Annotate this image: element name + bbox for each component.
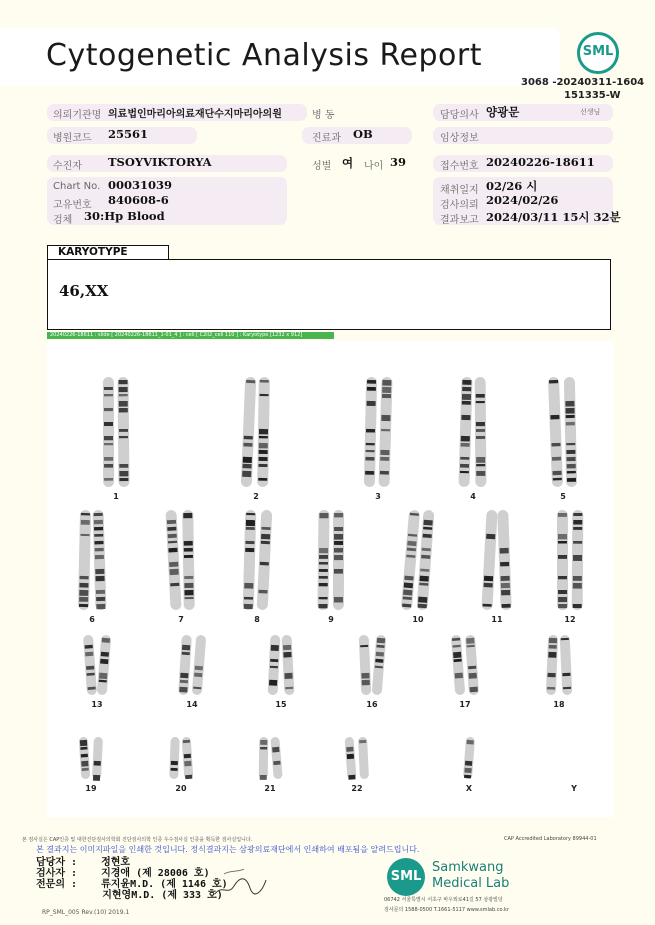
chromosome-6-2 [93,510,107,610]
chromosome-2-2 [257,377,270,487]
chromosome-8-1 [243,510,257,610]
chromosome-21-2 [270,737,282,780]
sex-label: 성별 [312,161,332,172]
clinical-info-label: 임상정보 [440,133,479,144]
chromosome-label-8: 8 [254,615,260,624]
receipt-label: 접수번호 [440,161,479,172]
slide-info-text: 20240226-18611 : slide [ 20240226-18611_1-01_4 ] : cell [ C2ii2_cell 110 ] : Karyotype [1232 x 912] [50,332,303,338]
signature-line-1: 담당자 : 정현호 [36,857,131,868]
ward-label: 병 동 [312,110,335,121]
form-code: RP_SML_005 Rev.(10) 2019.1 [42,909,130,916]
receipt-value: 20240226-18611 [486,155,595,169]
test-request-label: 검사의뢰 [440,200,479,211]
lab-name-line2: Medical Lab [432,876,510,891]
chromosome-6-1 [78,510,91,610]
signature-line-3: 전문의 : 류지윤M.D. (제 1146 호) [36,879,228,890]
chromosome-18-1 [546,635,558,695]
notice-text: 본 결과지는 이미지파일을 인쇄한 것입니다. 정식결과지는 삼광의료재단에서 인쇄하여 배포됨을 알려드립니다. [36,845,420,854]
chromosome-9-1 [317,510,329,610]
chromosome-5-2 [564,377,577,487]
chromosome-label-14: 14 [186,700,198,709]
chromosome-7-2 [182,510,195,610]
chromosome-11-2 [497,510,511,610]
lab-name-line1: Samkwang [432,860,504,875]
chromosome-17-2 [465,635,479,696]
chromosome-15-1 [268,635,281,695]
chromosome-1-1 [103,377,114,487]
chromosome-label-12: 12 [564,615,576,624]
chromosome-label-15: 15 [275,700,287,709]
chromosome-13-2 [97,635,112,696]
karyotype-result: 46,XX [59,282,109,300]
chromosome-18-2 [560,635,573,695]
age-value: 39 [390,155,407,169]
chromosome-label-20: 20 [175,784,187,793]
chromosome-label-22: 22 [351,784,363,793]
test-request-value: 2024/02/26 [486,193,559,207]
chromosome-20-1 [169,737,179,779]
chromosome-5-1 [548,377,563,487]
chromosome-20-2 [182,737,194,779]
age-label: 나이 [364,161,384,172]
chromosome-22-1 [344,737,356,780]
unique-id-value: 840608-6 [108,193,169,207]
chromosome-11-1 [481,510,497,610]
chart-no-value: 00031039 [108,178,173,192]
chromosome-2-1 [241,377,257,487]
hospital-code-label: 병원코드 [53,133,92,144]
chromosome-19-1 [79,737,91,779]
signature-line-2: 검사자 : 지경애 (제 28006 호) [36,868,210,879]
chromosome-14-2 [192,635,207,696]
department-value: OB [353,127,373,141]
chromosome-label-16: 16 [366,700,378,709]
chromosome-label-17: 17 [459,700,471,709]
chromosome-3-1 [364,377,377,487]
chromosome-14-1 [178,635,192,696]
chart-no-label: Chart No. [53,181,101,192]
chromosome-label-7: 7 [178,615,184,624]
chromosome-label-21: 21 [264,784,276,793]
chromosome-label-X: X [465,784,473,793]
chromosome-label-19: 19 [85,784,97,793]
collection-label: 채취일지 [440,185,479,196]
lab-contact: 검사문의 1588-0500 T.1661-5117 www.smlab.co.kr [384,907,509,913]
chromosome-8-2 [257,510,273,610]
doc-number-line2: 151335-W [564,90,621,101]
chromosome-16-2 [372,635,387,696]
slide-info-bar [47,332,334,339]
chromosome-19-2 [92,737,103,781]
chromosome-13-1 [83,635,97,696]
chromosome-label-11: 11 [491,615,503,624]
chromosome-21-1 [259,737,269,780]
chromosome-3-2 [378,377,392,487]
chromosome-label-2: 2 [253,492,259,501]
chromosome-label-Y: Y [571,784,577,793]
karyotype-section-label: KARYOTYPE [58,246,128,258]
chromosome-15-2 [281,635,294,695]
result-report-value: 2024/03/11 15시 32분 [486,210,621,224]
doc-number-line1: 3068 -20240311-1604 [521,77,645,88]
handwritten-signature-icon [210,866,270,900]
chromosome-label-6: 6 [89,615,95,624]
unique-id-label: 고유번호 [53,200,92,211]
chromosome-7-1 [165,510,181,610]
specimen-value: 30:Hp Blood [84,209,165,223]
hospital-code-value: 25561 [108,127,149,141]
patient-value: TSOYVIKTORYA [108,155,212,169]
cap-note: CAP Accredited Laboratory 89944-01 [504,836,597,842]
physician-value: 양광문 [486,105,520,119]
chromosome-label-18: 18 [553,700,565,709]
chromosome-10-1 [401,510,420,611]
chromosome-17-1 [451,635,465,696]
department-label: 진료과 [312,133,341,144]
physician-suffix: 선생님 [580,108,601,116]
chromosome-label-13: 13 [91,700,103,709]
chromosome-22-2 [358,737,369,779]
signature-line-4: 지현영M.D. (제 333 호) [36,890,223,901]
chromosome-label-5: 5 [560,492,566,501]
chromosome-1-2 [118,377,130,487]
sml-logo-text: SML [582,44,614,59]
chromosome-X-1 [463,737,475,780]
chromosome-9-2 [333,510,344,610]
specimen-label: 검체 [53,215,73,226]
fine-print: 본 검사실은 CAP인증 및 대한진단검사의학회 진단검사의학 인증 우수검사실 인증을 획득한 검사실입니다. [22,837,253,843]
karyogram-svg [47,341,614,817]
chromosome-label-1: 1 [113,492,119,501]
chromosome-label-3: 3 [375,492,381,501]
institution-value: 의료법인마리아의료재단수지마리아의원 [108,109,282,120]
chromosome-12-1 [557,510,568,610]
result-report-label: 결과보고 [440,215,479,226]
lab-address: 06742 서울특별시 서초구 바우뫼로41길 57 삼광빌딩 [384,897,503,903]
karyotype-tab [47,245,169,259]
physician-label: 담당의사 [440,110,479,121]
chromosome-10-2 [417,510,435,611]
karyotype-result-box [47,259,611,330]
chromosome-12-2 [572,510,584,610]
sex-value: 여 [342,156,354,170]
collection-value: 02/26 시 [486,179,538,193]
report-title: Cytogenetic Analysis Report [46,38,483,73]
chromosome-label-10: 10 [412,615,424,624]
chromosome-label-4: 4 [470,492,476,501]
chromosome-4-2 [475,377,487,487]
lab-logo-text: SML [390,869,422,884]
chromosome-16-1 [359,635,372,695]
institution-label: 의뢰기관명 [53,110,102,121]
patient-label: 수진자 [53,161,82,172]
chromosome-4-1 [458,377,472,487]
chromosome-label-9: 9 [328,615,334,624]
karyogram-image [47,341,614,817]
